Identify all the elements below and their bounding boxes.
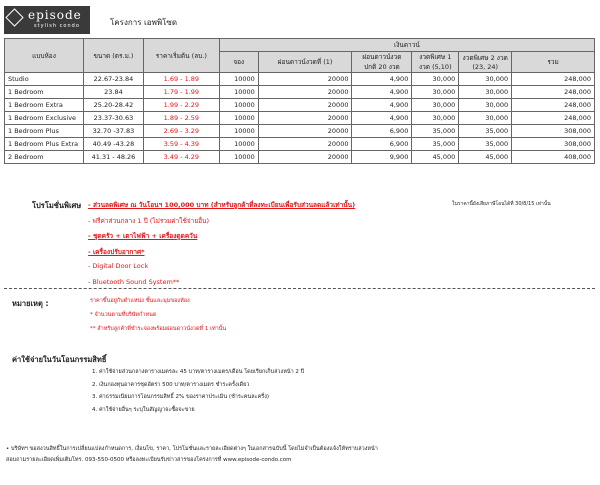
- header-start-price: ราคาเริ่มต้น (ลบ.): [143, 39, 219, 73]
- first-down-cell: 20000: [258, 73, 352, 86]
- price-cell: 1.99 - 2.29: [143, 99, 219, 112]
- special1-cell: 30,000: [412, 86, 459, 99]
- table-row: [5, 112, 595, 125]
- room-cell: 2 Bedroom: [5, 151, 84, 164]
- price-cell: 3.59 - 4.39: [143, 138, 219, 151]
- special1-cell: 30,000: [412, 73, 459, 86]
- size-cell: 23.84: [83, 86, 143, 99]
- header-first-down: ผ่อนดาวน์งวดที่ (1): [258, 52, 352, 73]
- room-cell: 1 Bedroom Plus Extra: [5, 138, 84, 151]
- logo-subtext: stylish condo: [34, 23, 80, 29]
- table-row: [5, 151, 595, 164]
- total-cell: 248,000: [512, 112, 595, 125]
- special2-cell: 30,000: [459, 86, 512, 99]
- transfer-item: 2. เงินกองทุนอาคารชุดอัตรา 500 บาท/ตารางเมตร ชำระครั้งเดียว: [92, 381, 250, 388]
- price-cell: 2.69 - 3.29: [143, 125, 219, 138]
- transfer-item: 3. ค่าธรรมเนียมการโอนกรรมสิทธิ์ 2% ของราคาประเมิน (ชำระคนละครึ่ง): [92, 394, 270, 400]
- monthly-down-cell: 9,900: [352, 151, 412, 164]
- size-cell: 32.70 -37.83: [83, 125, 143, 138]
- monthly-down-cell: 6,900: [352, 125, 412, 138]
- room-cell: 1 Bedroom: [5, 86, 84, 99]
- special1-cell: 30,000: [412, 112, 459, 125]
- first-down-cell: 20000: [258, 151, 352, 164]
- transfer-item: 4. ค่าใช้จ่ายอื่นๆ ระบุในสัญญาจะซื้อจะขาย: [92, 406, 195, 413]
- total-cell: 248,000: [512, 73, 595, 86]
- first-down-cell: 20000: [258, 86, 352, 99]
- logo-text: episode: [28, 8, 82, 22]
- first-down-cell: 20000: [258, 125, 352, 138]
- header-total: รวม: [512, 52, 595, 73]
- promo-list: [88, 200, 528, 293]
- promo-note: ในราคานี้ยังเสียภาษีโอนได้ที่ 30/8/15 เท่านั้น: [452, 201, 551, 207]
- room-cell: 1 Bedroom Extra: [5, 99, 84, 112]
- special2-cell: 30,000: [459, 112, 512, 125]
- booking-cell: 10000: [219, 138, 258, 151]
- special1-cell: 35,000: [412, 125, 459, 138]
- first-down-cell: 20000: [258, 138, 352, 151]
- price-cell: 1.79 - 1.99: [143, 86, 219, 99]
- booking-cell: 10000: [219, 73, 258, 86]
- header-special2: งวดพิเศษ 2 งวด (23, 24): [459, 52, 512, 73]
- promo-item: - Digital Door Lock: [88, 262, 149, 270]
- table-row: [5, 99, 595, 112]
- table-row: [5, 86, 595, 99]
- price-cell: 1.89 - 2.59: [143, 112, 219, 125]
- special2-cell: 35,000: [459, 138, 512, 151]
- promo-item: - Bluetooth Sound System**: [88, 277, 180, 286]
- section-divider: [4, 288, 595, 289]
- monthly-down-cell: 4,900: [352, 99, 412, 112]
- transfer-costs-list: [92, 368, 304, 418]
- transfer-costs-title: ค่าใช้จ่ายในวันโอนกรรมสิทธิ์: [12, 355, 107, 364]
- disclaimer: [6, 444, 592, 466]
- price-table-body: [5, 73, 595, 164]
- remark-item: * จำนวนตามที่บริษัทกำหนด: [90, 312, 157, 318]
- special1-cell: 30,000: [412, 99, 459, 112]
- booking-cell: 10000: [219, 151, 258, 164]
- size-cell: 41.31 - 48.26: [83, 151, 143, 164]
- project-title: โครงการ เอพพิโซด: [110, 18, 178, 27]
- total-cell: 308,000: [512, 138, 595, 151]
- first-down-cell: 20000: [258, 112, 352, 125]
- total-cell: 248,000: [512, 86, 595, 99]
- special2-cell: 45,000: [459, 151, 512, 164]
- first-down-cell: 20000: [258, 99, 352, 112]
- monthly-down-cell: 6,900: [352, 138, 412, 151]
- special1-cell: 45,000: [412, 151, 459, 164]
- booking-cell: 10000: [219, 125, 258, 138]
- size-cell: 25.20-28.42: [83, 99, 143, 112]
- episode-logo: [4, 6, 90, 34]
- promo-item: - ฟรีค่าส่วนกลาง 1 ปี (ไม่รวมค่าใช้จ่ายอื่น): [88, 216, 210, 225]
- header-special1: งวดพิเศษ 1 งวด (5,10): [412, 52, 459, 73]
- room-cell: Studio: [5, 73, 84, 86]
- total-cell: 308,000: [512, 125, 595, 138]
- total-cell: 408,000: [512, 151, 595, 164]
- remarks-list: [90, 297, 226, 339]
- header-down-payment: เงินดาวน์: [219, 39, 594, 52]
- booking-cell: 10000: [219, 112, 258, 125]
- monthly-down-cell: 4,900: [352, 112, 412, 125]
- size-cell: 40.49 -43.28: [83, 138, 143, 151]
- room-cell: 1 Bedroom Exclusive: [5, 112, 84, 125]
- price-cell: 3.49 - 4.29: [143, 151, 219, 164]
- disclaimer-line: • บริษัทฯ ขอสงวนสิทธิ์ในการเปลี่ยนแปลงกำหนดการ, เงื่อนไข, ราคา, โปรโมชั่นและรายละเอียดต่างๆ ในเอกสารฉบับนี้ โดยไม่จำเป็นต้องแจ้งให้ทราบล่วงหน้า: [6, 446, 378, 452]
- table-row: [5, 138, 595, 151]
- size-cell: 22.67-23.84: [83, 73, 143, 86]
- special2-cell: 30,000: [459, 99, 512, 112]
- total-cell: 248,000: [512, 99, 595, 112]
- price-table: [4, 38, 595, 164]
- booking-cell: 10000: [219, 86, 258, 99]
- promo-item: - ส่วนลดพิเศษ ณ วันโอนฯ 100,000 บาท (สำหรับลูกค้าที่ลงทะเบียนเพื่อรับส่วนลดแล้วเท่านั้น): [88, 201, 356, 209]
- remark-item: ** สำหรับลูกค้าที่ชำระจองพร้อมผ่อนดาวน์งวดที่ 1 เท่านั้น: [90, 326, 227, 332]
- promo-item: - เครื่องปรับอากาศ*: [88, 247, 145, 256]
- special1-cell: 35,000: [412, 138, 459, 151]
- header-room-type: แบบห้อง: [5, 39, 84, 73]
- promo-title: โปรโมชั่นพิเศษ: [32, 201, 82, 210]
- promo-item: - ชุดครัว + เตาไฟฟ้า + เครื่องดูดควัน: [88, 232, 198, 240]
- page-header: [0, 0, 600, 36]
- header-booking: จอง: [219, 52, 258, 73]
- table-row: [5, 125, 595, 138]
- special2-cell: 30,000: [459, 73, 512, 86]
- logo-diamond-icon: [5, 8, 23, 26]
- booking-cell: 10000: [219, 99, 258, 112]
- special2-cell: 35,000: [459, 125, 512, 138]
- remarks-title: หมายเหตุ :: [12, 299, 49, 308]
- table-row: [5, 73, 595, 86]
- header-monthly-down: ผ่อนดาวน์งวด ปกติ 20 งวด: [352, 52, 412, 73]
- size-cell: 23.37-30.63: [83, 112, 143, 125]
- monthly-down-cell: 4,900: [352, 73, 412, 86]
- room-cell: 1 Bedroom Plus: [5, 125, 84, 138]
- remark-item: ราคาขึ้นอยู่กับตำแหน่ง ชั้นและมุมของห้อง: [90, 298, 190, 304]
- monthly-down-cell: 4,900: [352, 86, 412, 99]
- transfer-item: 1. ค่าใช้จ่ายส่วนกลางตารางเมตรละ 45 บาท/ตารางเมตร/เดือน โดยเรียกเก็บล่วงหน้า 2 ปี: [92, 369, 305, 375]
- price-cell: 1.69 - 1.89: [143, 73, 219, 86]
- header-size: ขนาด (ตร.ม.): [83, 39, 143, 73]
- contact-line: สอบถามรายละเอียดเพิ่มเติมโทร. 093-550-0500 หรือลงทะเบียนรับข่าวสารของโครงการที่ www.episode-condo.com: [6, 457, 292, 463]
